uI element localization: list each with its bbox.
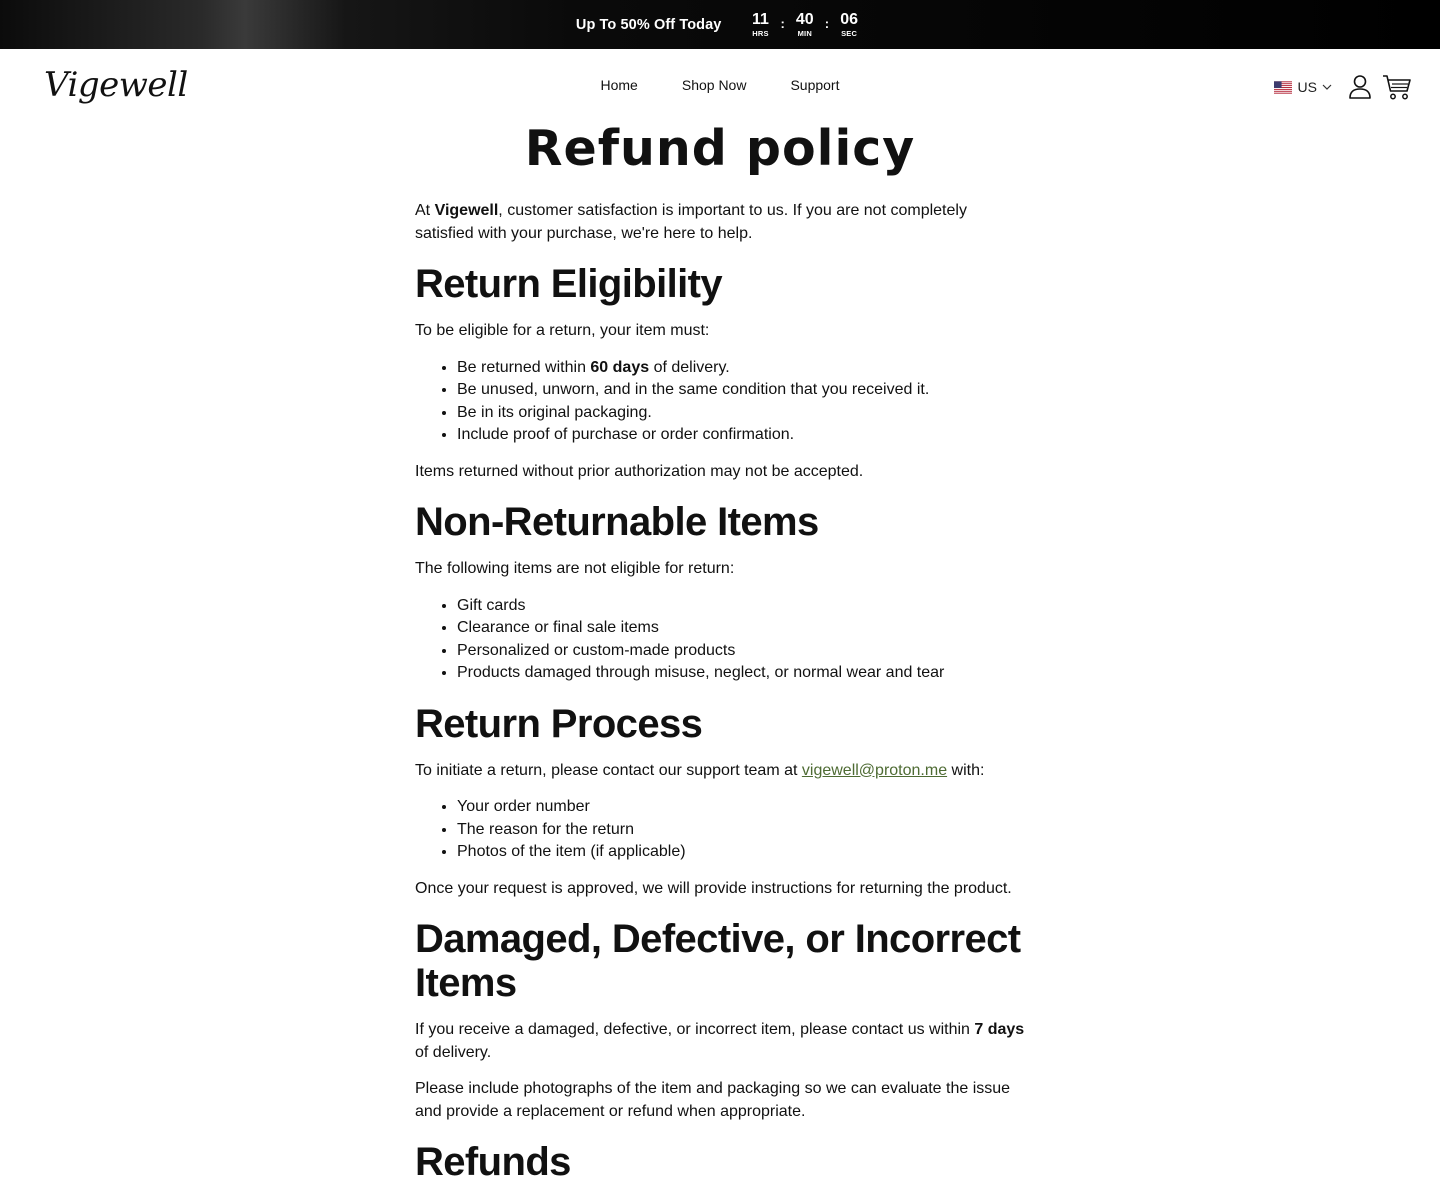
section-heading-refunds: Refunds [415,1140,571,1184]
return-process-text: with: [947,761,985,779]
main-nav [0,77,1440,93]
return-process-list [415,796,1025,864]
list-item: • Photos of the item (if applicable) [457,841,1025,864]
country-selector[interactable] [1274,79,1332,95]
header-actions [1274,73,1412,101]
countdown-separator: : [824,16,830,31]
account-button[interactable] [1348,74,1382,100]
list-item: • Be unused, unworn, and in the same condition that you received it. [457,379,1025,402]
list-item: • Gift cards [457,595,1025,618]
section-heading-damaged: Damaged, Defective, or Incorrect Items [415,917,1021,1005]
non-returnable-lead: The following items are not eligible for return: [415,560,735,577]
countdown-seconds-value: 06 [840,10,859,28]
support-email-link[interactable]: vigewell@proton.me [801,761,948,779]
countdown-minutes-label: MIN [797,28,812,38]
list-item [457,357,1025,380]
list-item-text: of delivery. [649,358,730,376]
countdown-minutes-value: 40 [795,10,814,28]
intro-text: At [415,202,435,219]
countdown-seconds [834,11,864,39]
damaged-paragraph [415,1019,1025,1064]
page-title: Refund policy [524,120,916,177]
non-returnable-list [415,595,1025,685]
section-heading-eligibility: Return Eligibility [415,262,722,306]
chevron-down-icon [1322,84,1332,90]
site-header [0,49,1440,125]
cart-button[interactable] [1382,73,1412,101]
section-heading-non-returnable: Non-Returnable Items [415,500,819,544]
eligibility-note: Items returned without prior authorization may not be accepted. [415,462,864,480]
country-code: US [1297,79,1317,95]
eligibility-list [415,357,1025,447]
return-process-text: To initiate a return, please contact our support team at [415,761,802,779]
countdown-timer [745,11,864,39]
countdown-hours-value: 11 [751,10,769,28]
list-item: • The reason for the return [457,819,1025,842]
announcement-bar [0,0,1440,49]
list-item: • Include proof of purchase or order confirmation. [457,424,1025,447]
list-item: • Be in its original packaging. [457,402,1025,425]
account-icon [1348,74,1372,100]
list-item: • Clearance or final sale items [457,617,1025,640]
list-item: • Personalized or custom-made products [457,640,1025,663]
intro-paragraph [415,200,1025,245]
intro-text: , customer satisfaction is important to us. If you are not completely satisfied with your purchase, we're here to help. [415,202,967,242]
countdown-seconds-label: SEC [841,28,858,38]
countdown-hours-label: HRS [752,28,769,38]
section-heading-return-process: Return Process [415,701,703,746]
return-process-lead [415,760,1025,783]
policy-content [415,118,1025,1190]
announcement-text: Up To 50% Off Today [575,16,722,33]
cart-icon [1382,73,1412,101]
damaged-text: of delivery. [415,1043,492,1061]
countdown-hours [745,11,775,39]
site-logo[interactable]: Vigewell [44,65,188,105]
damaged-text: If you receive a damaged, defective, or incorrect item, please contact us within [415,1021,975,1038]
list-item: • Your order number [457,796,1025,819]
nav-item-home[interactable]: Home [600,77,638,93]
brand-name: Vigewell [434,202,499,219]
countdown-separator: : [780,16,785,31]
nav-item-shop-now[interactable]: Shop Now [681,77,747,93]
list-item-emphasis: 60 days [590,358,650,376]
return-process-note: Once your request is approved, we will provide instructions for returning the product. [415,879,1012,897]
us-flag-icon [1274,81,1292,94]
damaged-photos-paragraph: Please include photographs of the item and packaging so we can evaluate the issue and provide a replacement or refund when appropriate. [415,1080,1011,1120]
eligibility-lead: To be eligible for a return, your item must: [415,322,710,339]
damaged-emphasis: 7 days [974,1021,1025,1038]
countdown-minutes [790,11,820,39]
nav-item-support[interactable]: Support [790,77,840,93]
list-item: • Products damaged through misuse, neglect, or normal wear and tear [457,662,1025,685]
list-item-text: Be returned within [457,358,591,376]
